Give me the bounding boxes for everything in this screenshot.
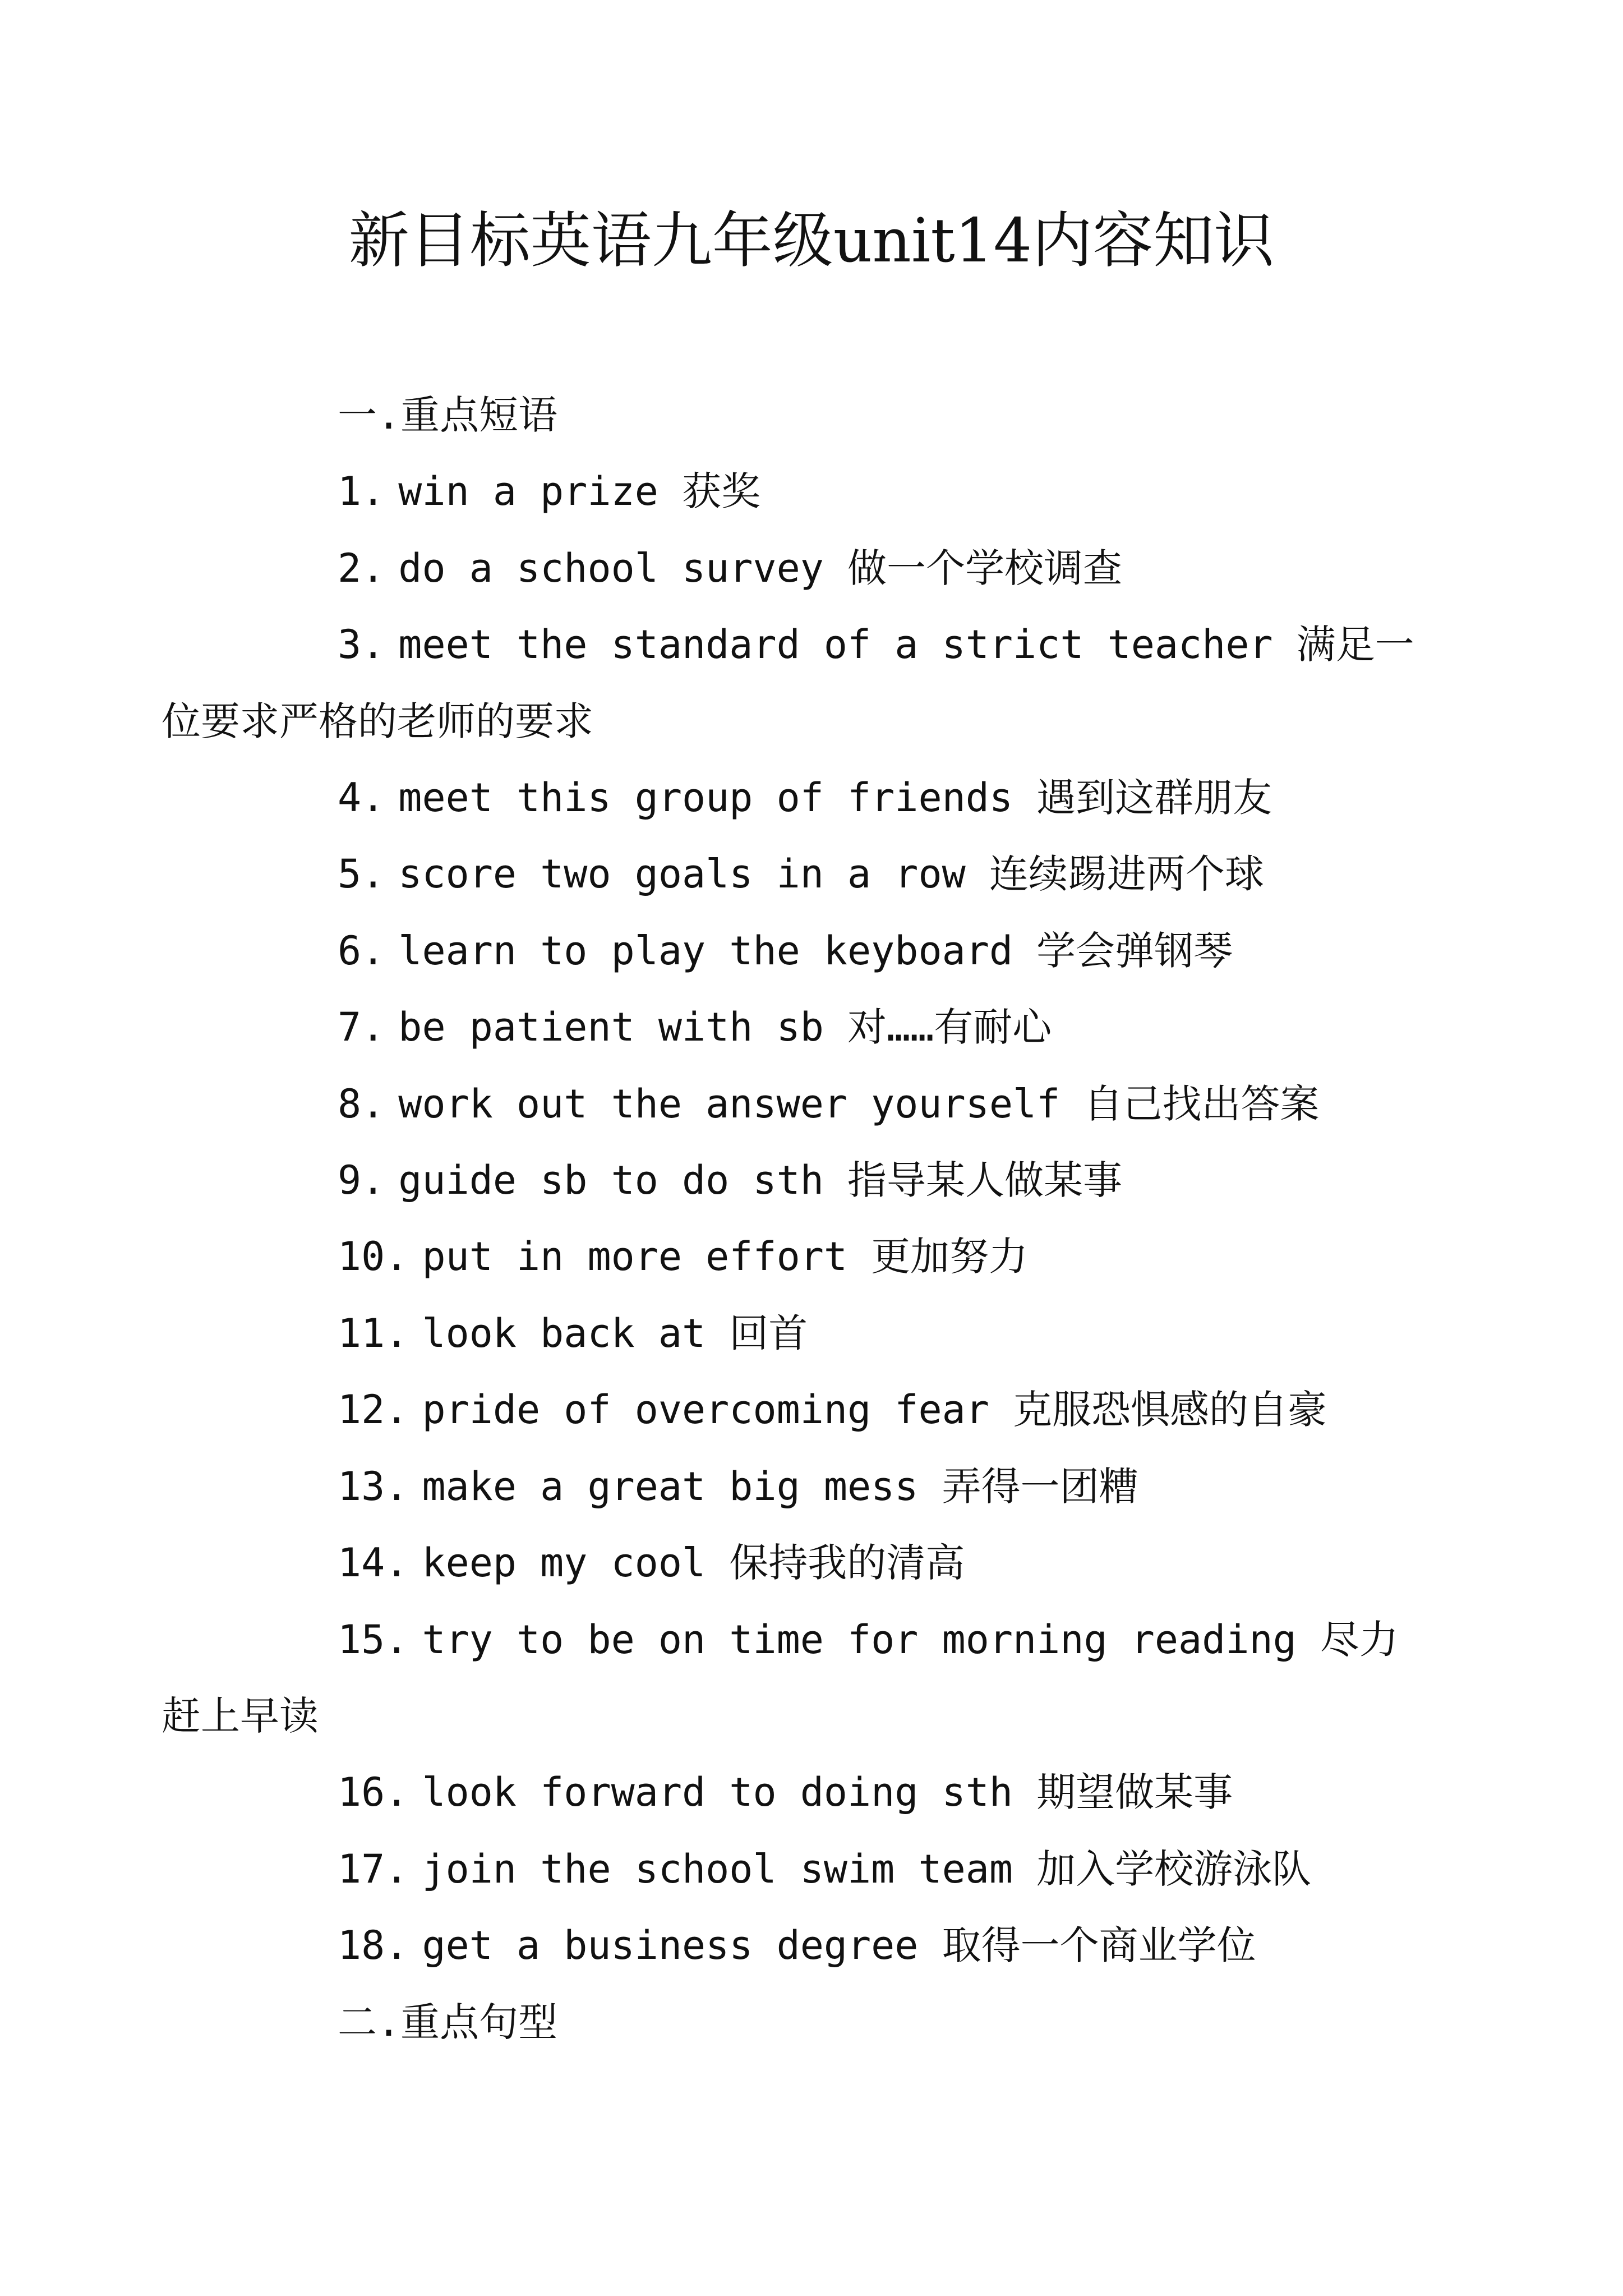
phrase-text: learn to play the keyboard 学会弹钢琴 <box>398 927 1233 974</box>
phrase-item <box>250 453 1394 530</box>
phrase-number: 7. <box>338 1004 385 1051</box>
phrase-item <box>250 760 1394 836</box>
phrase-text: score two goals in a row 连续踢进两个球 <box>398 851 1264 898</box>
phrase-item <box>250 606 1414 683</box>
phrase-text: meet the standard of a strict teacher 满足一 <box>398 622 1414 668</box>
phrase-text: try to be on time for morning reading 尽力 <box>422 1616 1399 1663</box>
phrase-number: 2. <box>338 545 385 591</box>
phrase-item <box>250 1295 1394 1372</box>
phrase-number: 15. <box>338 1616 409 1663</box>
phrase-item <box>250 913 1394 989</box>
phrase-item <box>250 989 1394 1065</box>
phrase-number: 10. <box>338 1234 409 1280</box>
phrase-continuation: 赶上早读 <box>162 1692 319 1739</box>
phrase-item <box>250 836 1394 912</box>
phrase-item <box>250 1831 1394 1907</box>
section-heading-phrases: 一.重点短语 <box>338 392 558 438</box>
phrase-number: 17. <box>338 1846 409 1892</box>
phrase-text: put in more effort 更加努力 <box>422 1234 1029 1280</box>
phrase-number: 16. <box>338 1769 409 1816</box>
phrase-text: do a school survey 做一个学校调查 <box>398 545 1123 591</box>
phrase-number: 3. <box>338 622 385 668</box>
phrase-number: 1. <box>338 468 385 515</box>
phrase-text: join the school swim team 加入学校游泳队 <box>422 1846 1312 1892</box>
phrase-text: win a prize 获奖 <box>398 468 761 515</box>
phrase-item <box>250 1066 1394 1142</box>
section-heading-sentences: 二.重点句型 <box>338 1999 558 2045</box>
phrase-text: pride of overcoming fear 克服恐惧感的自豪 <box>422 1387 1327 1433</box>
phrase-number: 18. <box>338 1922 409 1969</box>
phrase-number: 12. <box>338 1387 409 1433</box>
phrase-text: keep my cool 保持我的清高 <box>422 1540 965 1586</box>
phrase-text: look forward to doing sth 期望做某事 <box>422 1769 1233 1816</box>
phrase-text: look back at 回首 <box>422 1310 808 1356</box>
phrase-text: guide sb to do sth 指导某人做某事 <box>398 1157 1123 1204</box>
phrase-item <box>250 1218 1394 1295</box>
phrase-continuation: 位要求严格的老师的要求 <box>162 698 593 744</box>
phrase-number: 6. <box>338 927 385 974</box>
phrase-number: 5. <box>338 851 385 898</box>
phrase-item <box>250 530 1394 606</box>
phrase-item <box>250 1142 1394 1218</box>
phrase-number: 9. <box>338 1157 385 1204</box>
phrase-number: 8. <box>338 1080 385 1127</box>
document-body <box>162 377 1414 2060</box>
phrase-text: get a business degree 取得一个商业学位 <box>422 1922 1256 1969</box>
phrase-item <box>250 1754 1394 1830</box>
phrase-number: 14. <box>338 1540 409 1586</box>
phrase-item <box>250 1907 1394 1984</box>
phrase-item <box>250 1372 1394 1448</box>
phrase-text: meet this group of friends 遇到这群朋友 <box>398 775 1272 821</box>
phrase-item <box>250 1525 1394 1601</box>
phrase-text: make a great big mess 弄得一团糟 <box>422 1463 1138 1510</box>
document-title: 新目标英语九年级unit14内容知识 <box>348 206 1275 276</box>
phrase-number: 11. <box>338 1310 409 1356</box>
phrase-text: work out the answer yourself 自己找出答案 <box>398 1080 1320 1127</box>
phrase-item <box>250 1448 1394 1525</box>
phrase-text: be patient with sb 对……有耐心 <box>398 1004 1052 1051</box>
phrase-number: 4. <box>338 775 385 821</box>
phrase-item <box>250 1602 1399 1678</box>
phrase-number: 13. <box>338 1463 409 1510</box>
